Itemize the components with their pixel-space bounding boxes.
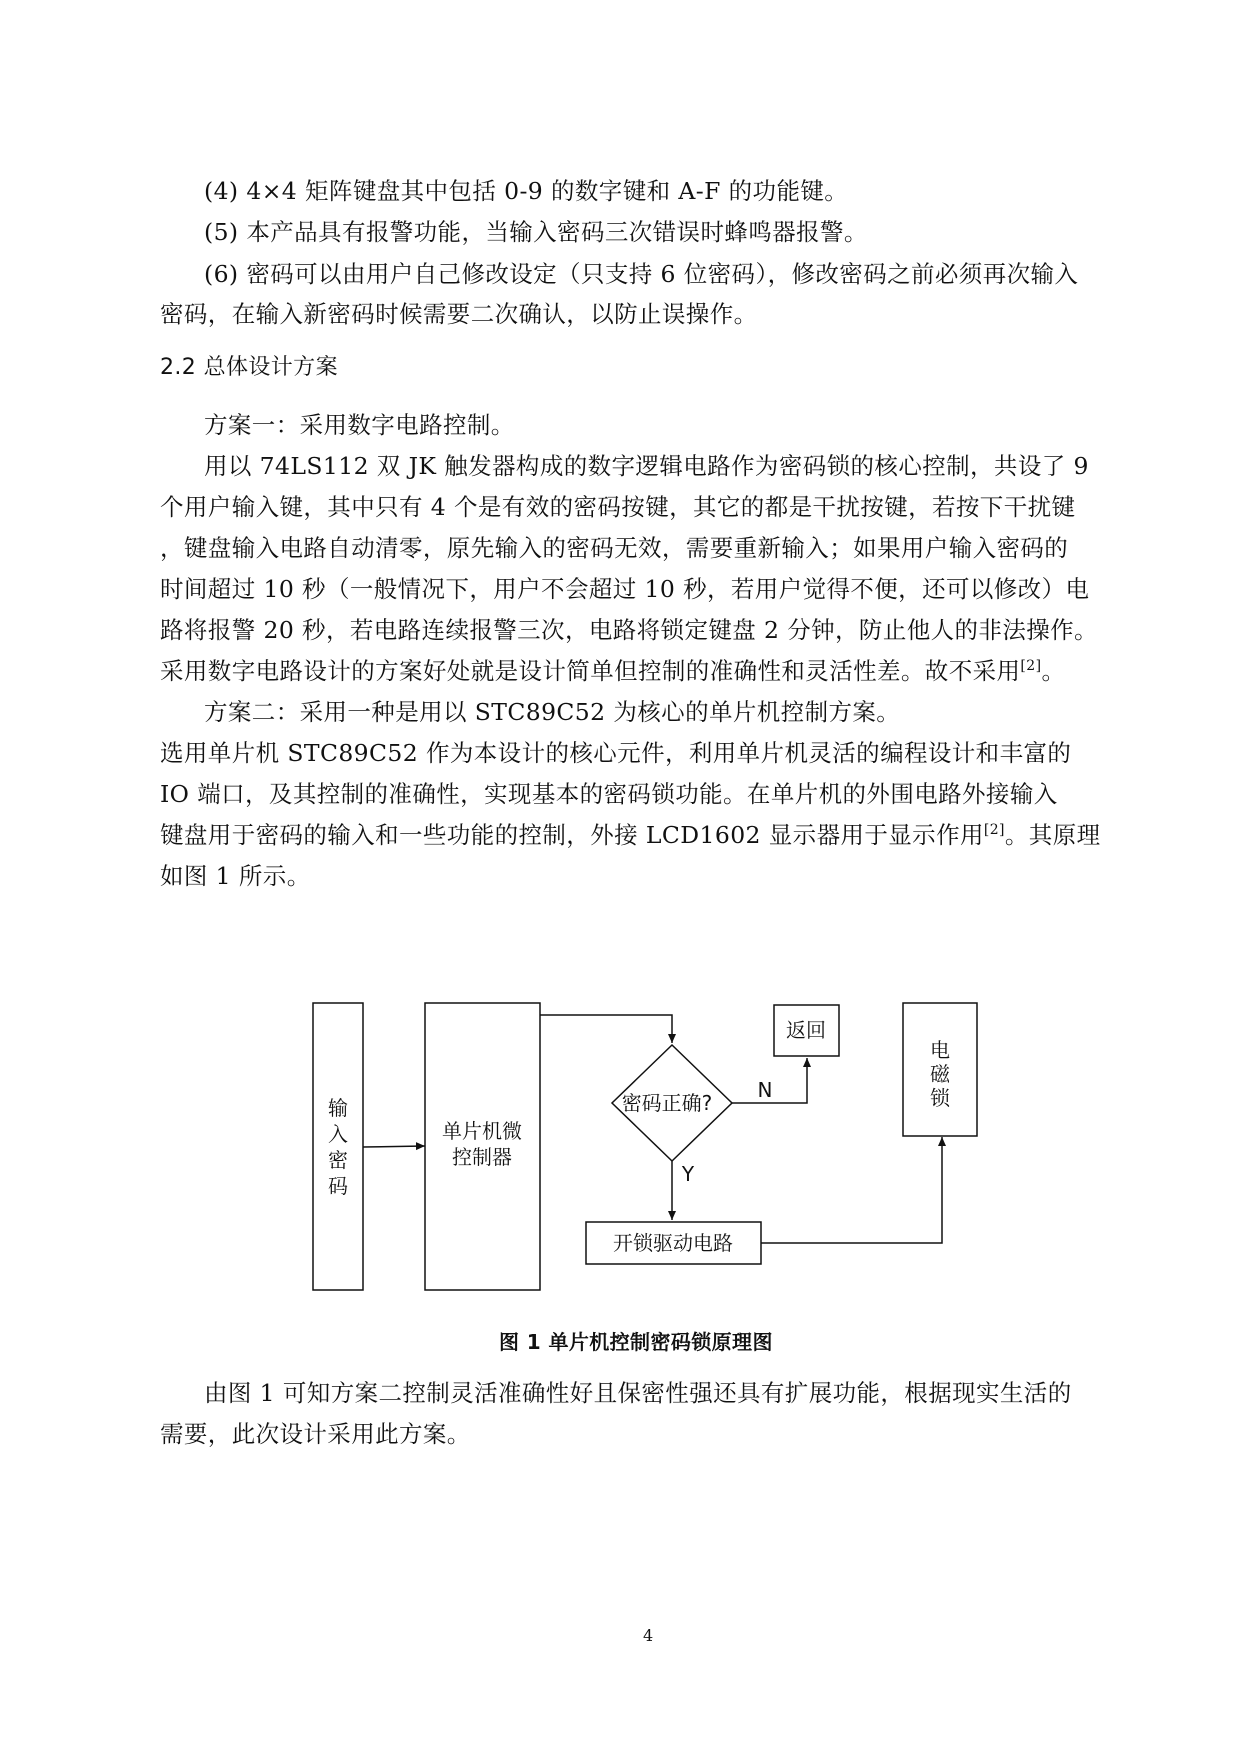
scheme1-line-6-text: 采用数字电路设计的方案好处就是设计简单但控制的准确性和灵活性差。故不采用 (160, 657, 1021, 685)
scheme1-line-3: ，键盘输入电路自动清零，原先输入的密码无效，需要重新输入；如果用户输入密码的 (160, 534, 1069, 562)
scheme1-line-5: 路将报警 20 秒，若电路连续报警三次，电路将锁定键盘 2 分钟，防止他人的非法操作。 (160, 616, 1098, 644)
section-heading: 2.2 总体设计方案 (160, 355, 338, 380)
decision-label: 密码正确? (621, 1091, 713, 1115)
lock-label-char: 锁 (930, 1086, 950, 1110)
scheme2-title: 方案二：采用一种是用以 STC89C52 为核心的单片机控制方案。 (204, 698, 901, 726)
scheme1-line-2: 个用户输入键，其中只有 4 个是有效的密码按键，其它的都是干扰按键，若按下干扰键 (160, 493, 1076, 521)
yes-label: Y (681, 1162, 695, 1186)
list-item-5: (5) 本产品具有报警功能，当输入密码三次错误时蜂鸣器报警。 (204, 218, 868, 246)
figure-caption: 图 1 单片机控制密码锁原理图 (499, 1330, 773, 1354)
list-item-6: (6) 密码可以由用户自己修改设定（只支持 6 位密码），修改密码之前必须再次输入 (204, 260, 1079, 288)
arrow-driver-to-lock (761, 1137, 942, 1243)
driver-label: 开锁驱动电路 (613, 1231, 733, 1255)
scheme2-line-3-end: 。其原理 (1004, 821, 1101, 849)
citation-ref: [2] (1020, 658, 1042, 674)
input-label-char: 码 (328, 1174, 348, 1198)
page-number: 4 (643, 1626, 654, 1645)
input-box (313, 1003, 363, 1290)
scheme2-line-2: IO 端口，及其控制的准确性，实现基本的密码锁功能。在单片机的外围电路外接输入 (160, 780, 1058, 808)
input-label-char: 输 (328, 1096, 348, 1120)
lock-label-char: 磁 (930, 1062, 950, 1086)
input-label-char: 密 (328, 1148, 348, 1172)
scheme1-line-1: 用以 74LS112 双 JK 触发器构成的数字逻辑电路作为密码锁的核心控制，共设了 9 (204, 452, 1089, 480)
scheme1-title: 方案一：采用数字电路控制。 (204, 411, 515, 439)
no-label: N (757, 1078, 773, 1102)
lock-label-char: 电 (930, 1038, 950, 1062)
scheme2-line-3-text: 键盘用于密码的输入和一些功能的控制，外接 LCD1602 显示器用于显示作用 (160, 821, 984, 849)
return-label: 返回 (786, 1018, 826, 1042)
scheme1-line-6-end: 。 (1041, 657, 1066, 685)
input-label-char: 入 (328, 1122, 348, 1146)
conclusion-line-2: 需要，此次设计采用此方案。 (160, 1420, 471, 1448)
scheme2-line-4: 如图 1 所示。 (160, 862, 311, 890)
mcu-label-line: 控制器 (452, 1145, 512, 1169)
mcu-label-line: 单片机微 (442, 1119, 522, 1143)
list-item-6-cont: 密码，在输入新密码时候需要二次确认，以防止误操作。 (160, 300, 758, 328)
conclusion-line-1: 由图 1 可知方案二控制灵活准确性好且保密性强还具有扩展功能，根据现实生活的 (204, 1379, 1072, 1407)
arrow-input-to-mcu (363, 1146, 425, 1147)
citation-ref: [2] (983, 822, 1005, 838)
scheme1-line-4: 时间超过 10 秒（一般情况下，用户不会超过 10 秒，若用户觉得不便，还可以修改）电 (160, 575, 1090, 603)
list-item-4: (4) 4×4 矩阵键盘其中包括 0-9 的数字键和 A-F 的功能键。 (204, 177, 849, 205)
scheme2-line-1: 选用单片机 STC89C52 作为本设计的核心元件，利用单片机灵活的编程设计和丰富的 (160, 739, 1072, 767)
arrow-mcu-to-decision (540, 1015, 672, 1043)
